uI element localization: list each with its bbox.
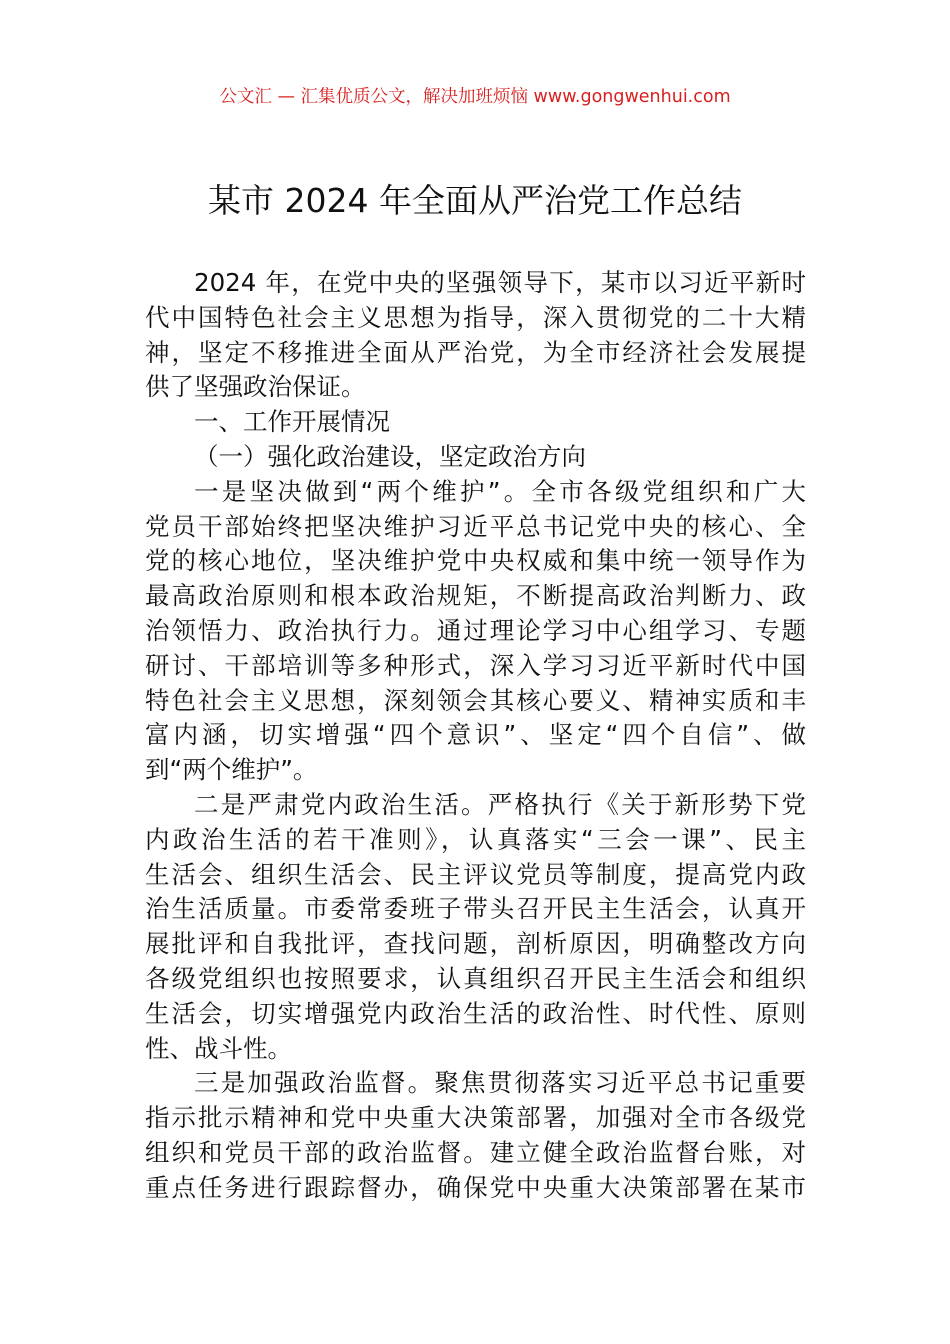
intro-paragraph-line: 2024 年，在党中央的坚强领导下，某市以习近平新时	[194, 268, 806, 297]
paragraph-line: 生活会、组织生活会、民主评议党员等制度，提高党内政	[145, 859, 806, 889]
paragraph-line: 三是加强政治监督。聚焦贯彻落实习近平总书记重要	[194, 1068, 806, 1098]
intro-paragraph-line: 供了坚强政治保证。	[145, 372, 366, 402]
subsection-heading: （一）强化政治建设，坚定政治方向	[194, 441, 586, 471]
section-heading: 一、工作开展情况	[194, 407, 390, 437]
paragraph-line: 生活会，切实增强党内政治生活的政治性、时代性、原则	[145, 998, 806, 1028]
paragraph-line: 性、战斗性。	[145, 1033, 292, 1063]
paragraph-line: 一是坚决做到“两个维护”。全市各级党组织和广大	[194, 476, 806, 506]
paragraph-line: 到“两个维护”。	[145, 755, 318, 785]
paragraph-line: 党员干部始终把坚决维护习近平总书记党中央的核心、全	[145, 511, 806, 541]
paragraph-line: 内政治生活的若干准则》，认真落实“三会一课”、民主	[145, 824, 806, 854]
intro-paragraph-line: 代中国特色社会主义思想为指导，深入贯彻党的二十大精	[145, 302, 806, 332]
intro-paragraph-line: 神，坚定不移推进全面从严治党，为全市经济社会发展提	[145, 337, 806, 367]
paragraph-line: 组织和党员干部的政治监督。建立健全政治监督台账，对	[145, 1137, 806, 1167]
paragraph-line: 最高政治原则和根本政治规矩，不断提高政治判断力、政	[145, 581, 806, 611]
paragraph-line: 展批评和自我批评，查找问题，剖析原因，明确整改方向	[145, 929, 806, 959]
document-body	[145, 266, 806, 1206]
paragraph-line: 治领悟力、政治执行力。通过理论学习中心组学习、专题	[145, 615, 806, 645]
paragraph-line: 富内涵，切实增强“四个意识”、坚定“四个自信”、做	[145, 720, 806, 750]
paragraph-line: 特色社会主义思想，深刻领会其核心要义、精神实质和丰	[145, 685, 806, 715]
paragraph-line: 研讨、干部培训等多种形式，深入学习习近平新时代中国	[145, 650, 806, 680]
paragraph-line: 党的核心地位，坚决维护党中央权威和集中统一领导作为	[145, 546, 806, 576]
document-title: 某市 2024 年全面从严治党工作总结	[208, 181, 742, 220]
paragraph-line: 治生活质量。市委常委班子带头召开民主生活会，认真开	[145, 894, 806, 924]
paragraph-line: 各级党组织也按照要求，认真组织召开民主生活会和组织	[145, 963, 806, 993]
paragraph-line: 指示批示精神和党中央重大决策部署，加强对全市各级党	[145, 1103, 806, 1133]
header-banner[interactable]: 公文汇 — 汇集优质公文，解决加班烦恼 www.gongwenhui.com	[219, 87, 731, 107]
paragraph-line: 二是严肃党内政治生活。严格执行《关于新形势下党	[194, 789, 806, 819]
paragraph-line: 重点任务进行跟踪督办，确保党中央重大决策部署在某市	[145, 1172, 806, 1202]
